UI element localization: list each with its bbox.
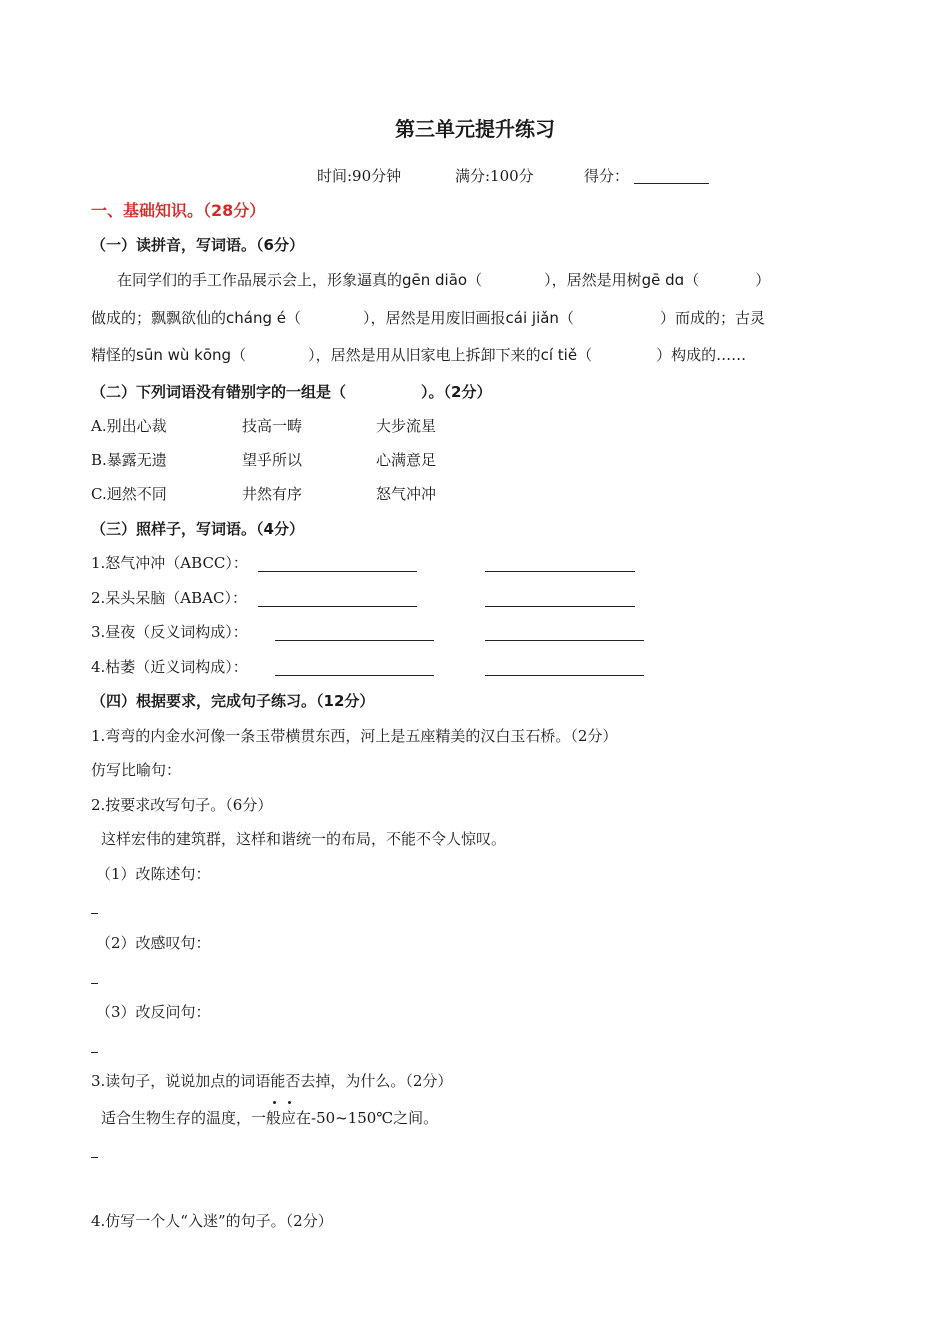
q4-item-2-sentence: 这样宏伟的建筑群，这样和谐统一的布局，不能不令人惊叹。 <box>101 830 507 848</box>
section-1-heading: 一、基础知识。（28分） <box>91 201 266 220</box>
q2-option-a-word2: 技高一畴 <box>242 417 303 435</box>
q2-option-a[interactable]: A.别出心裁 <box>91 417 167 435</box>
q2-option-b-word3: 心满意足 <box>376 451 437 469</box>
q4-item-2-part-1: （1）改陈述句： <box>96 865 211 883</box>
q2-option-a-word3: 大步流星 <box>376 417 437 435</box>
q3-item-3-blank-2[interactable] <box>485 639 644 641</box>
q2-option-c-word3: 怒气冲冲 <box>376 485 437 503</box>
q4-item-3: 3.读句子，说说加点的词语能否去掉，为什么。（2分） <box>91 1072 453 1090</box>
answer-line-3[interactable] <box>91 1052 98 1053</box>
q4-item-4: 4.仿写一个人“入迷”的句子。（2分） <box>91 1212 333 1230</box>
score-label: 得分： <box>584 167 630 185</box>
pinyin-1: gēn diāo <box>402 271 468 289</box>
q3-item-2: 2.呆头呆脑（ABAC）： <box>91 589 247 607</box>
q3-item-2-blank-1[interactable] <box>258 605 417 607</box>
q3-item-1: 1.怒气冲冲（ABCC）： <box>91 554 248 572</box>
q1-line-2: 做成的；飘飘欲仙的cháng é（ ），居然是用废旧画报cái jiǎn（ ）而成的；古灵 <box>91 309 765 327</box>
full-score-label: 满分:100分 <box>455 167 534 185</box>
q1-line-1: 在同学们的手工作品展示会上，形象逼真的gēn diāo（ ），居然是用树gē dɑ（ ） <box>117 271 771 289</box>
q3-item-1-blank-1[interactable] <box>258 570 417 572</box>
answer-line-1[interactable] <box>91 913 98 914</box>
q1-line-3: 精怪的sūn wù kōng（ ），居然是用从旧家电上拆卸下来的cí tiě（ ）构成的…… <box>91 346 747 364</box>
q2-option-b-word2: 望乎所以 <box>242 451 303 469</box>
pinyin-5: sūn wù kōng <box>136 346 232 364</box>
score-blank[interactable] <box>634 182 709 184</box>
q4-heading: （四）根据要求，完成句子练习。（12分） <box>91 692 375 710</box>
q2-option-c-word2: 井然有序 <box>242 485 303 503</box>
q3-item-3-blank-1[interactable] <box>275 639 434 641</box>
q4-item-1: 1.弯弯的内金水河像一条玉带横贯东西，河上是五座精美的汉白玉石桥。（2分） <box>91 727 618 745</box>
q1-heading: （一）读拼音，写词语。（6分） <box>91 236 304 254</box>
q4-item-2-part-3: （3）改反问句： <box>96 1003 211 1021</box>
pinyin-6: cí tiě <box>540 346 578 364</box>
time-label: 时间:90分钟 <box>317 167 402 185</box>
page-title: 第三单元提升练习 <box>395 117 555 141</box>
q3-item-4-blank-1[interactable] <box>275 674 434 676</box>
q2-heading: （二）下列词语没有错别字的一组是（ ）。（2分） <box>91 383 492 401</box>
answer-line-4[interactable] <box>91 1157 98 1158</box>
answer-line-2[interactable] <box>91 983 98 984</box>
emphasis-dot-2 <box>288 1101 291 1104</box>
pinyin-2: gē dɑ <box>641 271 685 289</box>
q4-item-1-sub: 仿写比喻句： <box>91 761 182 779</box>
q4-item-3-sentence: 适合生物生存的温度，一般应在-50~150℃之间。 <box>101 1109 439 1127</box>
q3-item-3: 3.昼夜（反义词构成）： <box>91 623 248 641</box>
q3-heading: （三）照样子，写词语。（4分） <box>91 520 304 538</box>
q3-item-1-blank-2[interactable] <box>485 570 635 572</box>
q4-item-2: 2.按要求改写句子。（6分） <box>91 796 273 814</box>
q4-item-2-part-2: （2）改感叹句： <box>96 934 211 952</box>
q3-item-2-blank-2[interactable] <box>485 605 635 607</box>
pinyin-4: cái jiǎn <box>505 309 559 327</box>
q2-option-b[interactable]: B.暴露无遗 <box>91 451 167 469</box>
q3-item-4-blank-2[interactable] <box>485 674 644 676</box>
pinyin-3: cháng é <box>226 309 286 327</box>
q2-option-c[interactable]: C.迥然不同 <box>91 485 167 503</box>
q3-item-4: 4.枯萎（近义词构成）： <box>91 658 248 676</box>
emphasis-dot-1 <box>273 1101 276 1104</box>
